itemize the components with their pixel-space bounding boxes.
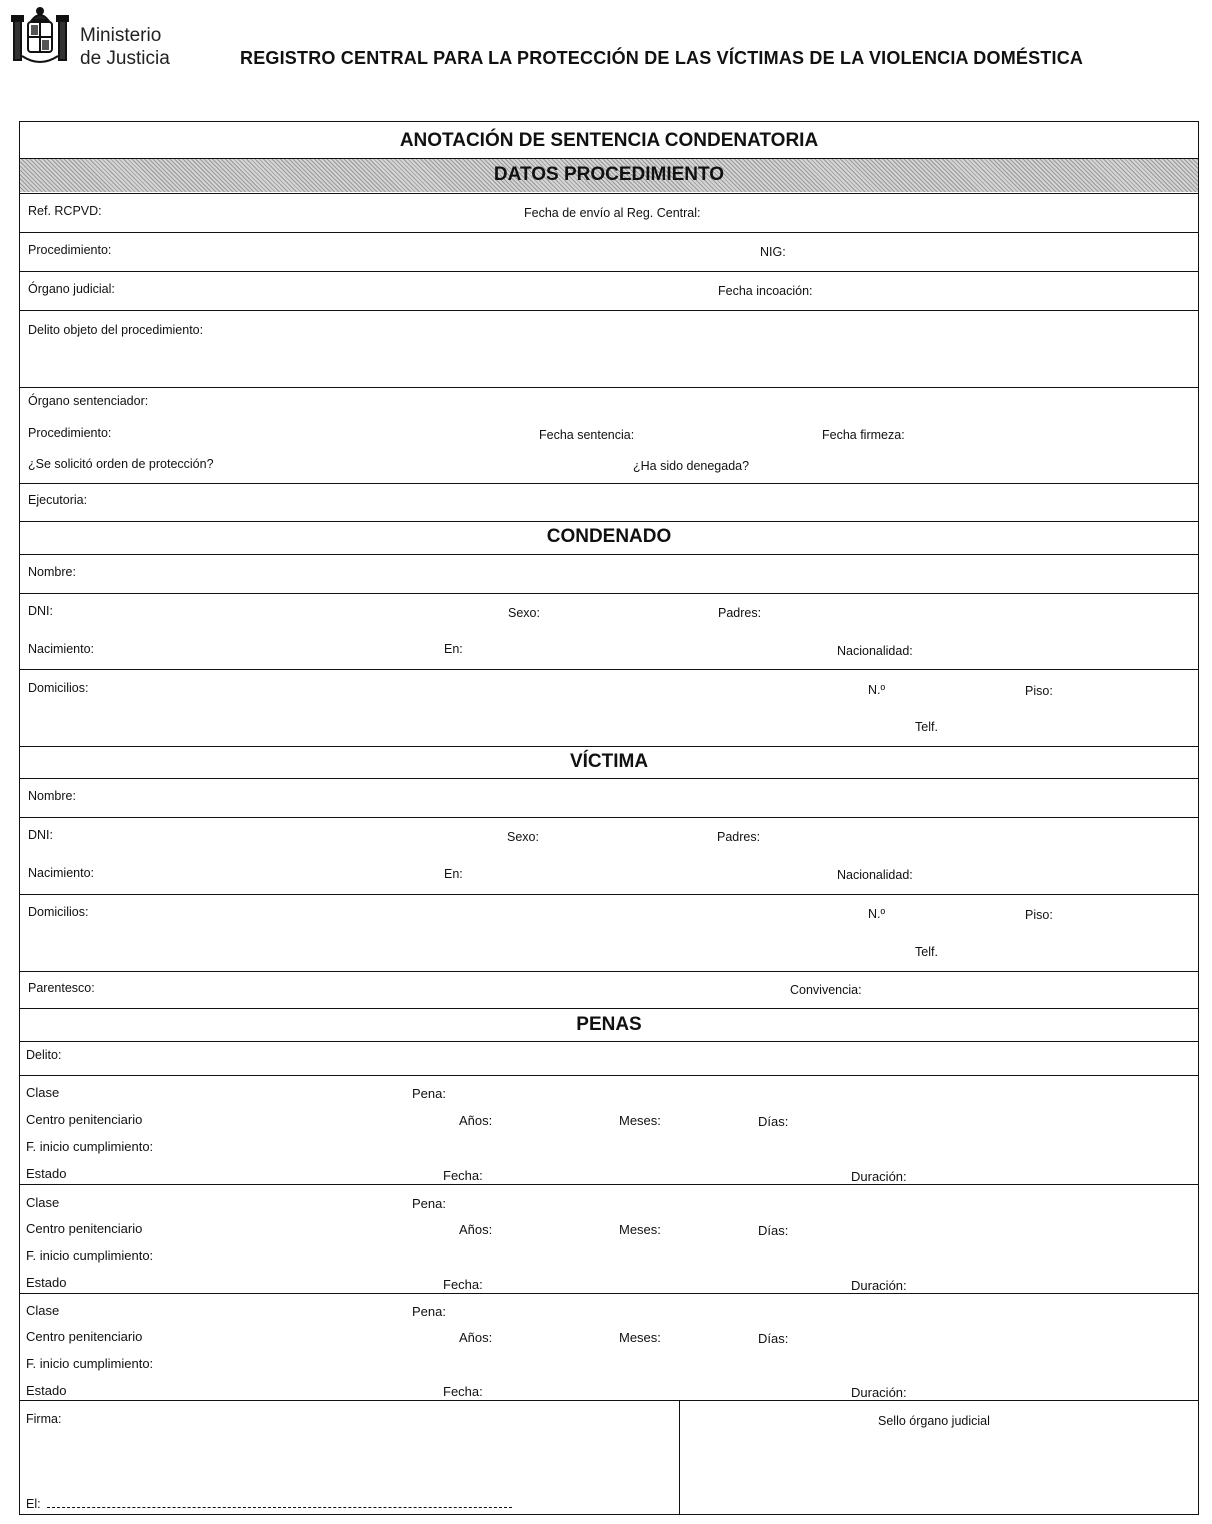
sello-organo-judicial-field[interactable]: Sello órgano judicial	[878, 1414, 990, 1428]
divider	[20, 193, 1198, 194]
victima-telf-field[interactable]: Telf.	[915, 945, 938, 959]
victima-dni-field[interactable]: DNI:	[28, 828, 53, 842]
signature-line[interactable]	[47, 1507, 512, 1508]
denegada-field[interactable]: ¿Ha sido denegada?	[633, 459, 750, 473]
pena-anos-field[interactable]: Años:	[459, 1222, 493, 1237]
delito-objeto-field[interactable]: Delito objeto del procedimiento:	[28, 323, 204, 337]
firma-field[interactable]: Firma:	[26, 1412, 62, 1426]
pena-dias-field[interactable]: Días:	[758, 1223, 789, 1238]
pena-duracion-field[interactable]: Duración:	[851, 1385, 907, 1400]
parentesco-field[interactable]: Parentesco:	[28, 981, 95, 995]
pena-estado-field[interactable]: Estado	[26, 1275, 67, 1290]
section-victima-heading: VÍCTIMA	[569, 751, 649, 772]
victima-sexo-field[interactable]: Sexo:	[507, 830, 539, 844]
pena-meses-field[interactable]: Meses:	[619, 1222, 661, 1237]
pena-clase-field[interactable]: Clase	[26, 1303, 60, 1318]
victima-padres-field[interactable]: Padres:	[717, 830, 761, 844]
divider	[20, 232, 1198, 233]
divider	[20, 271, 1198, 272]
pena-clase-field[interactable]: Clase	[26, 1085, 60, 1100]
victima-numero-field[interactable]: N.º	[868, 907, 886, 921]
pena-fecha-field[interactable]: Fecha:	[443, 1277, 483, 1292]
divider	[20, 1008, 1198, 1009]
condenado-domicilios-field[interactable]: Domicilios:	[28, 681, 89, 695]
fecha-firmeza-field[interactable]: Fecha firmeza:	[822, 428, 905, 442]
convivencia-field[interactable]: Convivencia:	[790, 983, 862, 997]
divider	[20, 1041, 1198, 1042]
victima-domicilios-field[interactable]: Domicilios:	[28, 905, 89, 919]
pena-estado-field[interactable]: Estado	[26, 1166, 67, 1181]
condenado-nacionalidad-field[interactable]: Nacionalidad:	[837, 644, 913, 658]
victima-nombre-field[interactable]: Nombre:	[28, 789, 76, 803]
condenado-nombre-field[interactable]: Nombre:	[28, 565, 76, 579]
fecha-envio-field[interactable]: Fecha de envío al Reg. Central:	[524, 206, 701, 220]
pena-meses-field[interactable]: Meses:	[619, 1330, 661, 1345]
divider	[20, 894, 1198, 895]
condenado-numero-field[interactable]: N.º	[868, 683, 886, 697]
divider	[20, 778, 1198, 779]
victima-nacionalidad-field[interactable]: Nacionalidad:	[837, 868, 913, 882]
document-title: REGISTRO CENTRAL PARA LA PROTECCIÓN DE LAS VÍCTIMAS DE LA VIOLENCIA DOMÉSTICA	[240, 48, 1084, 68]
pena-dias-field[interactable]: Días:	[758, 1331, 789, 1346]
pena-estado-field[interactable]: Estado	[26, 1383, 67, 1398]
pena-centro-field[interactable]: Centro penitenciario	[26, 1112, 143, 1127]
pena-anos-field[interactable]: Años:	[459, 1113, 493, 1128]
condenado-piso-field[interactable]: Piso:	[1025, 684, 1053, 698]
divider	[20, 1075, 1198, 1076]
el-label: El:	[26, 1497, 41, 1511]
pena-tipo-field[interactable]: Pena:	[412, 1196, 446, 1211]
ministry-line-1: Ministerio	[80, 25, 162, 46]
pena-inicio-field[interactable]: F. inicio cumplimiento:	[26, 1356, 154, 1371]
pena-centro-field[interactable]: Centro penitenciario	[26, 1329, 143, 1344]
pena-clase-field[interactable]: Clase	[26, 1195, 60, 1210]
divider	[20, 554, 1198, 555]
ministry-name	[80, 24, 170, 70]
divider	[20, 593, 1198, 594]
pena-fecha-field[interactable]: Fecha:	[443, 1384, 483, 1399]
divider	[20, 1184, 1198, 1185]
nig-field[interactable]: NIG:	[760, 245, 786, 259]
divider	[20, 1293, 1198, 1294]
divider	[20, 310, 1198, 311]
sentence-form	[19, 121, 1199, 1515]
victima-piso-field[interactable]: Piso:	[1025, 908, 1053, 922]
organo-sentenciador-field[interactable]: Órgano sentenciador:	[28, 394, 149, 408]
divider	[20, 971, 1198, 972]
penas-delito-field[interactable]: Delito:	[26, 1048, 62, 1062]
ref-rcpvd-field[interactable]: Ref. RCPVD:	[28, 204, 102, 218]
pena-tipo-field[interactable]: Pena:	[412, 1304, 446, 1319]
condenado-lugar-field[interactable]: En:	[444, 642, 463, 656]
coat-of-arms-icon	[8, 6, 72, 72]
divider	[20, 521, 1198, 522]
pena-duracion-field[interactable]: Duración:	[851, 1278, 907, 1293]
section-datos-heading: DATOS PROCEDIMIENTO	[493, 164, 725, 185]
fecha-sentencia-field[interactable]: Fecha sentencia:	[539, 428, 635, 442]
pena-fecha-field[interactable]: Fecha:	[443, 1168, 483, 1183]
fecha-incoacion-field[interactable]: Fecha incoación:	[718, 284, 813, 298]
condenado-telf-field[interactable]: Telf.	[915, 720, 938, 734]
condenado-nacimiento-field[interactable]: Nacimiento:	[28, 642, 94, 656]
divider	[20, 483, 1198, 484]
victima-lugar-field[interactable]: En:	[444, 867, 463, 881]
organo-judicial-field[interactable]: Órgano judicial:	[28, 282, 115, 296]
divider	[20, 669, 1198, 670]
pena-dias-field[interactable]: Días:	[758, 1114, 789, 1129]
signature-divider	[679, 1400, 680, 1514]
divider	[20, 817, 1198, 818]
form-title: ANOTACIÓN DE SENTENCIA CONDENATORIA	[399, 130, 819, 151]
section-penas-heading: PENAS	[576, 1014, 642, 1035]
divider	[20, 746, 1198, 747]
section-condenado-heading: CONDENADO	[546, 526, 672, 547]
condenado-padres-field[interactable]: Padres:	[718, 606, 762, 620]
ministry-line-2: de Justicia	[80, 48, 170, 69]
procedimiento-sentencia-field[interactable]: Procedimiento:	[28, 426, 112, 440]
pena-duracion-field[interactable]: Duración:	[851, 1169, 907, 1184]
victima-nacimiento-field[interactable]: Nacimiento:	[28, 866, 94, 880]
pena-meses-field[interactable]: Meses:	[619, 1113, 661, 1128]
procedimiento-field[interactable]: Procedimiento:	[28, 243, 112, 257]
orden-proteccion-field[interactable]: ¿Se solicitó orden de protección?	[28, 457, 214, 471]
divider	[20, 1400, 1198, 1401]
pena-inicio-field[interactable]: F. inicio cumplimiento:	[26, 1248, 154, 1263]
divider	[20, 387, 1198, 388]
condenado-sexo-field[interactable]: Sexo:	[508, 606, 540, 620]
pena-inicio-field[interactable]: F. inicio cumplimiento:	[26, 1139, 154, 1154]
condenado-dni-field[interactable]: DNI:	[28, 604, 53, 618]
pena-anos-field[interactable]: Años:	[459, 1330, 493, 1345]
pena-centro-field[interactable]: Centro penitenciario	[26, 1221, 143, 1236]
pena-tipo-field[interactable]: Pena:	[412, 1086, 446, 1101]
ejecutoria-field[interactable]: Ejecutoria:	[28, 493, 88, 507]
